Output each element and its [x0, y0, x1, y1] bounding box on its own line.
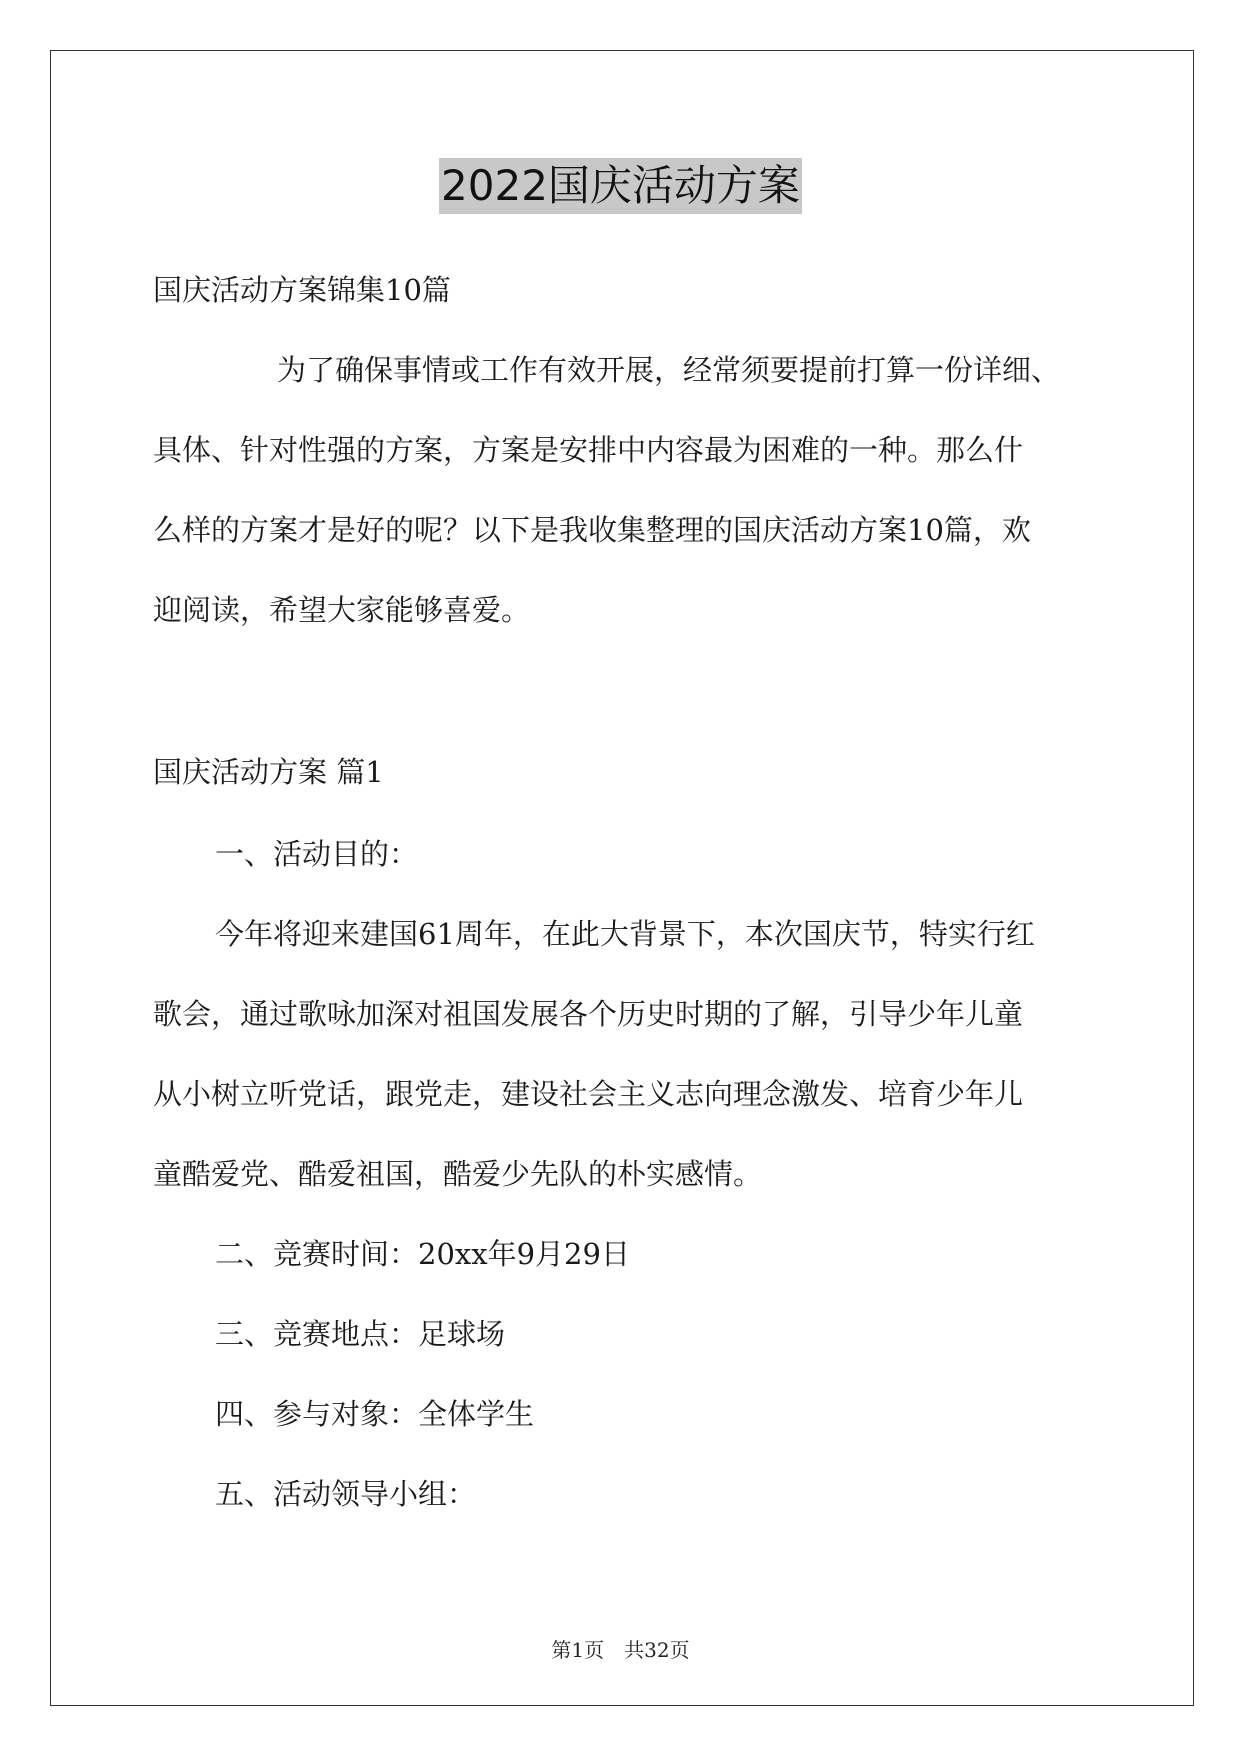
item3: 三、竞赛地点：足球场	[215, 1317, 506, 1351]
page-footer	[0, 1638, 1241, 1662]
intro-line-2: 具体、针对性强的方案，方案是安排中内容最为困难的一种。那么什	[153, 433, 1024, 467]
item1-body-line-3: 从小树立听党话，跟党走，建设社会主义志向理念激发、培育少年儿	[153, 1077, 1024, 1111]
intro-line-1: 为了确保事情或工作有效开展，经常须要提前打算一份详细、	[277, 353, 1061, 387]
item4: 四、参与对象：全体学生	[215, 1397, 535, 1431]
title-container	[0, 158, 1241, 214]
item5: 五、活动领导小组：	[215, 1477, 477, 1511]
intro-line-3: 么样的方案才是好的呢？以下是我收集整理的国庆活动方案10篇，欢	[153, 513, 1031, 547]
document-title: 2022国庆活动方案	[439, 158, 802, 214]
intro-line-4: 迎阅读，希望大家能够喜爱。	[153, 593, 531, 627]
page-total: 共32页	[624, 1638, 690, 1662]
page-number: 第1页	[551, 1638, 605, 1662]
item1-body-line-1: 今年将迎来建国61周年，在此大背景下，本次国庆节，特实行红	[215, 917, 1035, 951]
document-subtitle: 国庆活动方案锦集10篇	[153, 273, 451, 307]
section-heading: 国庆活动方案 篇1	[153, 755, 384, 789]
item1-body-line-4: 童酷爱党、酷爱祖国，酷爱少先队的朴实感情。	[153, 1157, 763, 1191]
item2: 二、竞赛时间：20xx年9月29日	[215, 1237, 630, 1271]
item1-heading: 一、活动目的：	[215, 837, 419, 871]
item1-body-line-2: 歌会，通过歌咏加深对祖国发展各个历史时期的了解，引导少年儿童	[153, 997, 1024, 1031]
